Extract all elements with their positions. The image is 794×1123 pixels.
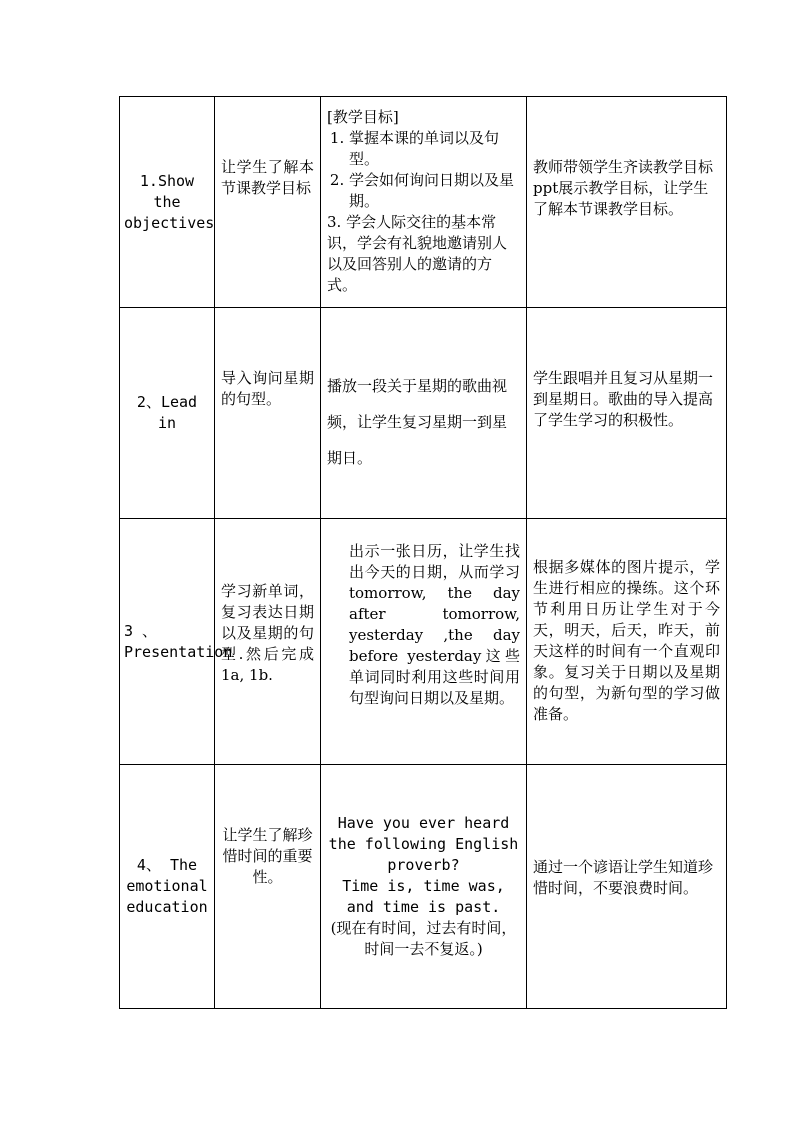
activity-cell bbox=[321, 97, 527, 308]
step-cell: 4、 The emotional education bbox=[120, 765, 215, 1009]
activity-cell: 播放一段关于星期的歌曲视频，让学生复习星期一到星期日。 bbox=[321, 308, 527, 519]
step-cell: 2、Lead in bbox=[120, 308, 215, 519]
objective-3: 3. 学会人际交往的基本常识，学会有礼貌地邀请别人以及回答别人的邀请的方式。 bbox=[327, 213, 508, 294]
objectives-list bbox=[327, 128, 520, 212]
purpose-cell: 导入询问星期的句型。 bbox=[215, 308, 321, 519]
method-cell: 教师带领学生齐读教学目标ppt展示教学目标，让学生了解本节课教学目标。 bbox=[527, 97, 727, 308]
step-cell: 1.Show the objectives bbox=[120, 97, 215, 308]
activity-cell: 出示一张日历，让学生找出今天的日期，从而学习 tomorrow, the day after tomorrow, yesterday ,the day before yesterday这些单词同时利用这些时间用句型询问日期以及星期。 bbox=[321, 519, 527, 765]
purpose-cell: 学习新单词，复习表达日期以及星期的句型.然后完成1a, 1b. bbox=[215, 519, 321, 765]
purpose-cell: 让学生了解珍惜时间的重要性。 bbox=[215, 765, 321, 1009]
method-cell: 通过一个谚语让学生知道珍惜时间，不要浪费时间。 bbox=[527, 765, 727, 1009]
step-cell: 3 、 Presentation bbox=[120, 519, 215, 765]
objectives-title: [教学目标] bbox=[327, 108, 399, 126]
table-row bbox=[120, 97, 727, 308]
method-cell: 根据多媒体的图片提示，学生进行相应的操练。这个环节利用日历让学生对于今天，明天，后天，昨天，前天这样的时间有一个直观印象。复习关于日期以及星期的句型，为新句型的学习做准备。 bbox=[527, 519, 727, 765]
proverb-text: Time is, time was, and time is past. bbox=[342, 877, 505, 916]
list-item: 2. 学会如何询问日期以及星期。 bbox=[349, 170, 520, 212]
lesson-plan-table bbox=[119, 96, 727, 1009]
activity-cell bbox=[321, 765, 527, 1009]
table-row bbox=[120, 765, 727, 1009]
purpose-cell: 让学生了解本节课教学目标 bbox=[215, 97, 321, 308]
proverb-question: Have you ever heard the following English proverb? bbox=[328, 814, 519, 874]
table-row bbox=[120, 308, 727, 519]
list-item: 1. 掌握本课的单词以及句型。 bbox=[349, 128, 520, 170]
table-row bbox=[120, 519, 727, 765]
method-cell: 学生跟唱并且复习从星期一到星期日。歌曲的导入提高了学生学习的积极性。 bbox=[527, 308, 727, 519]
proverb-translation: (现在有时间，过去有时间，时间一去不复返。) bbox=[330, 919, 517, 958]
